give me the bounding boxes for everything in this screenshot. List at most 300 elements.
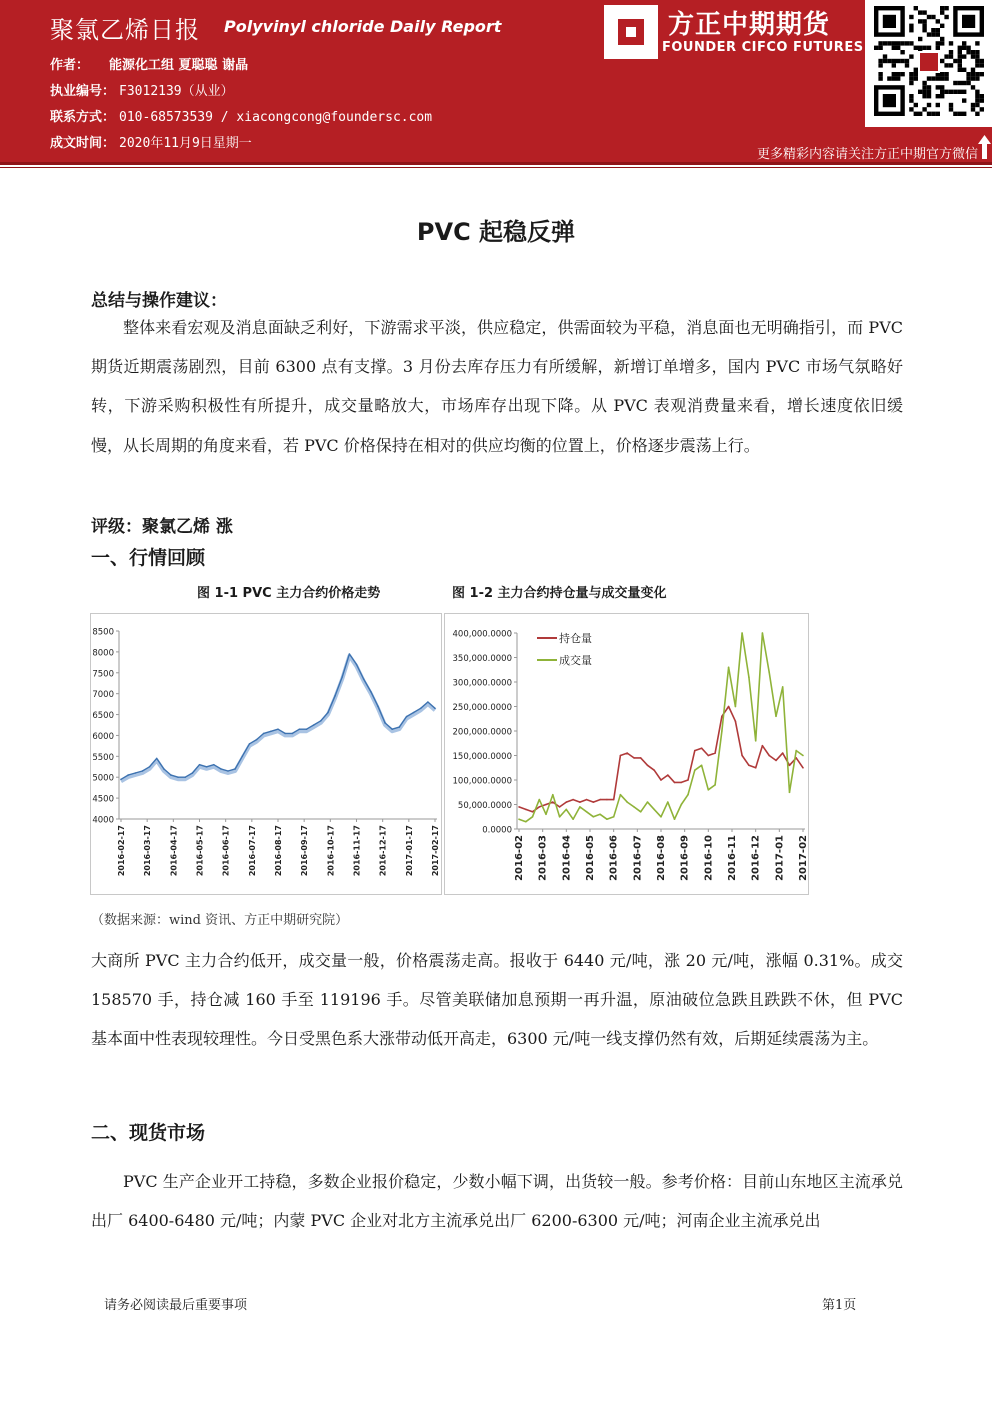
qr-module	[922, 85, 926, 89]
qr-module	[927, 90, 931, 94]
series-point	[192, 772, 194, 774]
qr-module	[975, 76, 979, 80]
series-point	[434, 708, 436, 710]
date-value: 2020年11月9日星期一	[119, 136, 252, 151]
spot-market-paragraph: PVC 生产企业开工持稳，多数企业报价稳定，少数小幅下调，出货较一般。参考价格：目前山东地区主流承兑出厂 6400-6480 元/吨；内蒙 PVC 企业对北方主流承兑出厂 6200-6300 元/吨；河南企业主流承兑出	[91, 1172, 903, 1231]
header-divider-thin	[0, 167, 992, 168]
license-value: F3012139（从业）	[119, 84, 234, 99]
series-point	[694, 769, 696, 771]
series-point	[199, 764, 201, 766]
series-point	[613, 816, 615, 818]
qr-module	[914, 112, 918, 116]
qr-module	[975, 50, 979, 54]
y-tick-label: 250,000.0000	[452, 703, 512, 713]
series-point	[406, 716, 408, 718]
contact-row	[50, 106, 432, 125]
header-divider	[0, 162, 992, 165]
series-point	[714, 784, 716, 786]
qr-module	[909, 54, 913, 58]
qr-module	[909, 15, 913, 19]
qr-module	[962, 68, 966, 72]
qr-code-icon[interactable]	[865, 0, 992, 127]
series-point	[681, 782, 683, 784]
qr-module	[918, 112, 922, 116]
qr-module	[940, 6, 944, 10]
qr-module	[936, 19, 940, 23]
series-point	[741, 755, 743, 757]
qr-module	[971, 72, 975, 76]
series-point	[606, 799, 608, 801]
qr-finder-core	[883, 94, 896, 107]
series-point	[687, 794, 689, 796]
series-point	[413, 712, 415, 714]
qr-module	[931, 28, 935, 32]
series-point	[708, 789, 710, 791]
qr-module	[896, 59, 900, 63]
rating-line: 评级：聚氯乙烯 涨	[91, 517, 233, 537]
series-point	[177, 776, 179, 778]
qr-module	[958, 81, 962, 85]
qr-module	[971, 85, 975, 89]
series-point	[327, 712, 329, 714]
qr-module	[918, 90, 922, 94]
qr-module	[892, 72, 896, 76]
series-point	[284, 733, 286, 735]
qr-module	[922, 46, 926, 50]
series-point	[728, 706, 730, 708]
qr-module	[944, 76, 948, 80]
series-point	[579, 806, 581, 808]
y-tick-label: 50,000.0000	[457, 801, 512, 811]
series-point	[633, 806, 635, 808]
series-point	[789, 792, 791, 794]
series-point	[249, 743, 251, 745]
series-point	[802, 767, 804, 769]
qr-module	[927, 94, 931, 98]
qr-module	[962, 54, 966, 58]
qr-module	[953, 81, 957, 85]
series-point	[735, 720, 737, 722]
brand-name-en: FOUNDER CIFCO FUTURES	[662, 40, 864, 55]
qr-module	[900, 50, 904, 54]
qr-module	[980, 98, 984, 102]
qr-module	[909, 81, 913, 85]
qr-module	[966, 50, 970, 54]
series-point	[775, 716, 777, 718]
series-point	[566, 809, 568, 811]
qr-module	[944, 6, 948, 10]
section-heading-market-review: 一、行情回顾	[91, 547, 206, 569]
series-point	[525, 809, 527, 811]
series-point	[545, 814, 547, 816]
qr-module	[971, 68, 975, 72]
qr-module	[931, 112, 935, 116]
x-tick-label: 2016-08	[656, 835, 667, 881]
series-point	[370, 691, 372, 693]
page-number: 第1页	[822, 1298, 857, 1313]
series-point	[674, 818, 676, 820]
series-point	[135, 772, 137, 774]
qr-module	[887, 41, 891, 45]
series-point	[356, 664, 358, 666]
qr-module	[914, 6, 918, 10]
qr-module	[966, 72, 970, 76]
qr-module	[936, 41, 940, 45]
series-point	[593, 816, 595, 818]
series-point	[532, 816, 534, 818]
y-tick-label: 5000	[92, 773, 114, 784]
series-point	[762, 745, 764, 747]
date-row	[50, 132, 252, 151]
qr-module	[892, 46, 896, 50]
series-point	[156, 758, 158, 760]
qr-module	[900, 72, 904, 76]
x-tick-label: 2016-09-17	[300, 825, 310, 877]
qr-module	[918, 10, 922, 14]
qr-module	[944, 63, 948, 67]
y-tick-label: 5500	[92, 752, 114, 763]
series-point	[782, 752, 784, 754]
series-point	[660, 779, 662, 781]
legend-label: 成交量	[559, 654, 592, 667]
series-point	[653, 809, 655, 811]
series-point	[299, 728, 301, 730]
x-tick-label: 2017-02-17	[431, 825, 440, 877]
qr-module	[958, 46, 962, 50]
qr-finder-core	[962, 15, 975, 28]
author-row	[50, 54, 248, 73]
series-point	[427, 701, 429, 703]
qr-module	[958, 59, 962, 63]
qr-module	[940, 76, 944, 80]
summary-heading: 总结与操作建议：	[91, 291, 227, 311]
series-point	[613, 799, 615, 801]
series-point	[306, 728, 308, 730]
series-point	[748, 765, 750, 767]
series-point	[539, 806, 541, 808]
qr-module	[914, 72, 918, 76]
qr-module	[896, 41, 900, 45]
data-source-note: （数据来源：wind 资讯、方正中期研究院）	[91, 913, 349, 928]
qr-module	[892, 63, 896, 67]
series-point	[525, 821, 527, 823]
y-tick-label: 4500	[92, 794, 114, 805]
series-point	[599, 799, 601, 801]
series-point	[559, 816, 561, 818]
qr-module	[980, 59, 984, 63]
series-point	[653, 769, 655, 771]
series-point	[586, 811, 588, 813]
contact-label: 联系方式：	[50, 110, 116, 125]
qr-module	[918, 19, 922, 23]
qr-module	[909, 76, 913, 80]
series-point	[640, 811, 642, 813]
qr-module	[878, 59, 882, 63]
qr-module	[918, 37, 922, 41]
series-point	[694, 750, 696, 752]
qr-module	[953, 112, 957, 116]
qr-module	[962, 98, 966, 102]
qr-module	[922, 107, 926, 111]
series-point	[220, 768, 222, 770]
author-label: 作者：	[50, 58, 90, 73]
qr-module	[940, 41, 944, 45]
qr-module	[927, 15, 931, 19]
series-point	[626, 801, 628, 803]
series-point	[532, 811, 534, 813]
series-point	[741, 632, 743, 634]
qr-module	[909, 41, 913, 45]
qr-module	[936, 103, 940, 107]
license-row	[50, 80, 234, 99]
series-point	[120, 779, 122, 781]
series-point	[341, 676, 343, 678]
y-tick-label: 350,000.0000	[452, 654, 512, 664]
series-point	[263, 733, 265, 735]
series-point	[762, 632, 764, 634]
y-tick-label: 400,000.0000	[452, 629, 512, 640]
qr-module	[958, 90, 962, 94]
series-line	[121, 654, 435, 779]
series-point	[701, 765, 703, 767]
section-heading-spot-market: 二、现货市场	[91, 1122, 206, 1144]
series-point	[768, 755, 770, 757]
qr-module	[962, 90, 966, 94]
qr-module	[975, 59, 979, 63]
qr-module	[927, 112, 931, 116]
qr-module	[958, 68, 962, 72]
qr-module	[975, 112, 979, 116]
series-point	[735, 706, 737, 708]
series-point	[572, 818, 574, 820]
x-tick-label: 2016-05	[585, 835, 596, 881]
qr-module	[962, 81, 966, 85]
qr-module	[940, 24, 944, 28]
y-tick-label: 0.0000	[482, 825, 512, 836]
qr-module	[953, 90, 957, 94]
x-tick-label: 2016-05-17	[195, 825, 205, 877]
series-point	[213, 764, 215, 766]
qr-module	[944, 15, 948, 19]
x-tick-label: 2016-09	[679, 835, 691, 881]
series-point	[802, 755, 804, 757]
qr-module	[900, 41, 904, 45]
qr-module	[975, 98, 979, 102]
qr-module	[927, 32, 931, 36]
qr-module	[958, 54, 962, 58]
series-point	[420, 708, 422, 710]
qr-module	[878, 72, 882, 76]
qr-module	[905, 63, 909, 67]
qr-module	[909, 24, 913, 28]
qr-module	[936, 76, 940, 80]
x-tick-label: 2016-02-17	[117, 825, 126, 877]
series-point	[795, 750, 797, 752]
qr-module	[931, 76, 935, 80]
qr-module	[971, 107, 975, 111]
qr-module	[892, 76, 896, 80]
series-point	[313, 724, 315, 726]
qr-module	[940, 59, 944, 63]
qr-module	[914, 68, 918, 72]
qr-module	[975, 54, 979, 58]
series-point	[539, 799, 541, 801]
x-tick-label: 2016-07-17	[247, 825, 257, 877]
price-chart	[90, 613, 442, 895]
qr-module	[918, 46, 922, 50]
qr-module	[966, 46, 970, 50]
y-tick-label: 200,000.0000	[452, 727, 512, 738]
qr-module	[874, 46, 878, 50]
qr-module	[896, 76, 900, 80]
qr-module	[878, 41, 882, 45]
qr-finder-core	[883, 15, 896, 28]
figure-caption-price: 图 1-1 PVC 主力合约价格走势	[197, 586, 381, 601]
qr-module	[900, 59, 904, 63]
qr-module	[936, 46, 940, 50]
series-point	[708, 755, 710, 757]
series-point	[647, 801, 649, 803]
series-point	[593, 801, 595, 803]
x-tick-label: 2016-11	[727, 835, 738, 881]
series-point	[349, 653, 351, 655]
qr-module	[883, 54, 887, 58]
series-point	[620, 755, 622, 757]
y-tick-label: 6500	[92, 711, 114, 722]
series-point	[667, 774, 669, 776]
series-point	[206, 766, 208, 768]
series-point	[721, 716, 723, 718]
qr-module	[931, 32, 935, 36]
qr-module	[971, 103, 975, 107]
qr-module	[892, 59, 896, 63]
author-value: 能源化工组 夏聪聪 谢晶	[109, 58, 249, 73]
qr-module	[940, 94, 944, 98]
market-review-paragraph: 大商所 PVC 主力合约低开，成交量一般，价格震荡走高。报收于 6440 元/吨，涨 20 元/吨，涨幅 0.31%。成交 158570 手，持仓减 160 手至 119196 手。尽管美联储加息预期一再升温，原油破位急跌且跌跌不休，但 PVC 基本面中性表现较理性。今日受黑色系大涨带动低开高走，6300 元/吨一线支撑仍然有效，后期延续震荡为主。	[91, 951, 903, 1049]
x-tick-label: 2016-06	[608, 835, 620, 881]
series-point	[334, 695, 336, 697]
qr-module	[980, 94, 984, 98]
series-point	[399, 726, 401, 728]
qr-module	[962, 112, 966, 116]
qr-module	[940, 10, 944, 14]
qr-module	[936, 94, 940, 98]
series-point	[640, 757, 642, 759]
qr-module	[940, 85, 944, 89]
x-tick-label: 2016-03-17	[143, 825, 153, 877]
qr-module	[927, 46, 931, 50]
y-tick-label: 8000	[92, 648, 114, 659]
qr-module	[971, 76, 975, 80]
qr-module	[922, 94, 926, 98]
series-point	[606, 818, 608, 820]
qr-module	[922, 90, 926, 94]
qr-module	[975, 63, 979, 67]
qr-module	[940, 90, 944, 94]
qr-module	[922, 81, 926, 85]
y-tick-label: 7000	[92, 690, 114, 701]
qr-module	[922, 28, 926, 32]
series-point	[755, 740, 757, 742]
y-tick-label: 4000	[92, 815, 114, 826]
series-point	[674, 782, 676, 784]
arrow-up-icon	[978, 135, 991, 159]
y-tick-label: 6000	[92, 731, 114, 742]
summary-paragraph: 整体来看宏观及消息面缺乏利好，下游需求平淡，供应稳定，供需面较为平稳，消息面也无明确指引，而 PVC 期货近期震荡剧烈，目前 6300 点有支撑。3 月份去库存压力有所缓解，新增订单增多，国内 PVC 市场气氛略好转，下游采购积极性有所提升，成交量略放大，市场库存出现下降。从 PVC 表观消费量来看，增长速度依旧缓慢，从长周期的角度来看，若 PVC 价格保持在相对的供应均衡的位置上，价格逐步震荡上行。	[91, 318, 903, 455]
series-point	[170, 774, 172, 776]
qr-module	[971, 54, 975, 58]
qr-module	[944, 90, 948, 94]
series-point	[626, 752, 628, 754]
series-point	[234, 768, 236, 770]
series-point	[579, 801, 581, 803]
series-point	[163, 768, 165, 770]
qr-module	[936, 112, 940, 116]
qr-module	[896, 72, 900, 76]
x-tick-label: 2016-06-17	[221, 825, 231, 877]
series-point	[660, 816, 662, 818]
series-point	[149, 766, 151, 768]
qr-module	[887, 59, 891, 63]
qr-module	[975, 103, 979, 107]
series-point	[782, 686, 784, 688]
y-tick-label: 150,000.0000	[452, 752, 512, 762]
date-label: 成文时间：	[50, 136, 116, 151]
qr-module	[966, 81, 970, 85]
follow-wechat-text: 更多精彩内容请关注方正中期官方微信	[756, 147, 978, 162]
qr-module	[949, 107, 953, 111]
report-title-en: Polyvinyl chloride Daily Report	[224, 17, 502, 36]
series-point	[633, 757, 635, 759]
report-title-cn: 聚氯乙烯日报	[50, 16, 200, 44]
x-tick-label: 2016-04-17	[169, 825, 179, 877]
series-point	[667, 801, 669, 803]
qr-module	[936, 85, 940, 89]
series-point	[552, 794, 554, 796]
x-tick-label: 2017-01-17	[404, 825, 414, 877]
x-tick-label: 2016-12-17	[378, 825, 388, 877]
x-tick-label: 2016-12	[750, 835, 762, 881]
qr-center-logo	[919, 52, 939, 72]
qr-module	[922, 10, 926, 14]
qr-module	[958, 112, 962, 116]
qr-module	[883, 59, 887, 63]
x-tick-label: 2016-08-17	[274, 825, 283, 877]
qr-module	[980, 63, 984, 67]
x-tick-label: 2016-10-17	[326, 825, 336, 877]
license-label: 执业编号：	[50, 84, 116, 99]
x-tick-label: 2016-07	[632, 835, 644, 881]
volume-chart-svg	[445, 614, 808, 894]
qr-module	[975, 94, 979, 98]
series-point	[227, 770, 229, 772]
series-point	[721, 730, 723, 732]
series-point	[518, 818, 520, 820]
qr-module	[958, 50, 962, 54]
series-point	[586, 799, 588, 801]
x-tick-label: 2017-02	[798, 835, 808, 881]
series-point	[363, 678, 365, 680]
qr-module	[892, 41, 896, 45]
qr-module	[883, 41, 887, 45]
series-point	[566, 801, 568, 803]
series-point	[714, 752, 716, 754]
qr-module	[909, 28, 913, 32]
qr-module	[962, 41, 966, 45]
qr-module	[949, 63, 953, 67]
series-point	[572, 799, 574, 801]
volume-chart	[444, 613, 809, 895]
